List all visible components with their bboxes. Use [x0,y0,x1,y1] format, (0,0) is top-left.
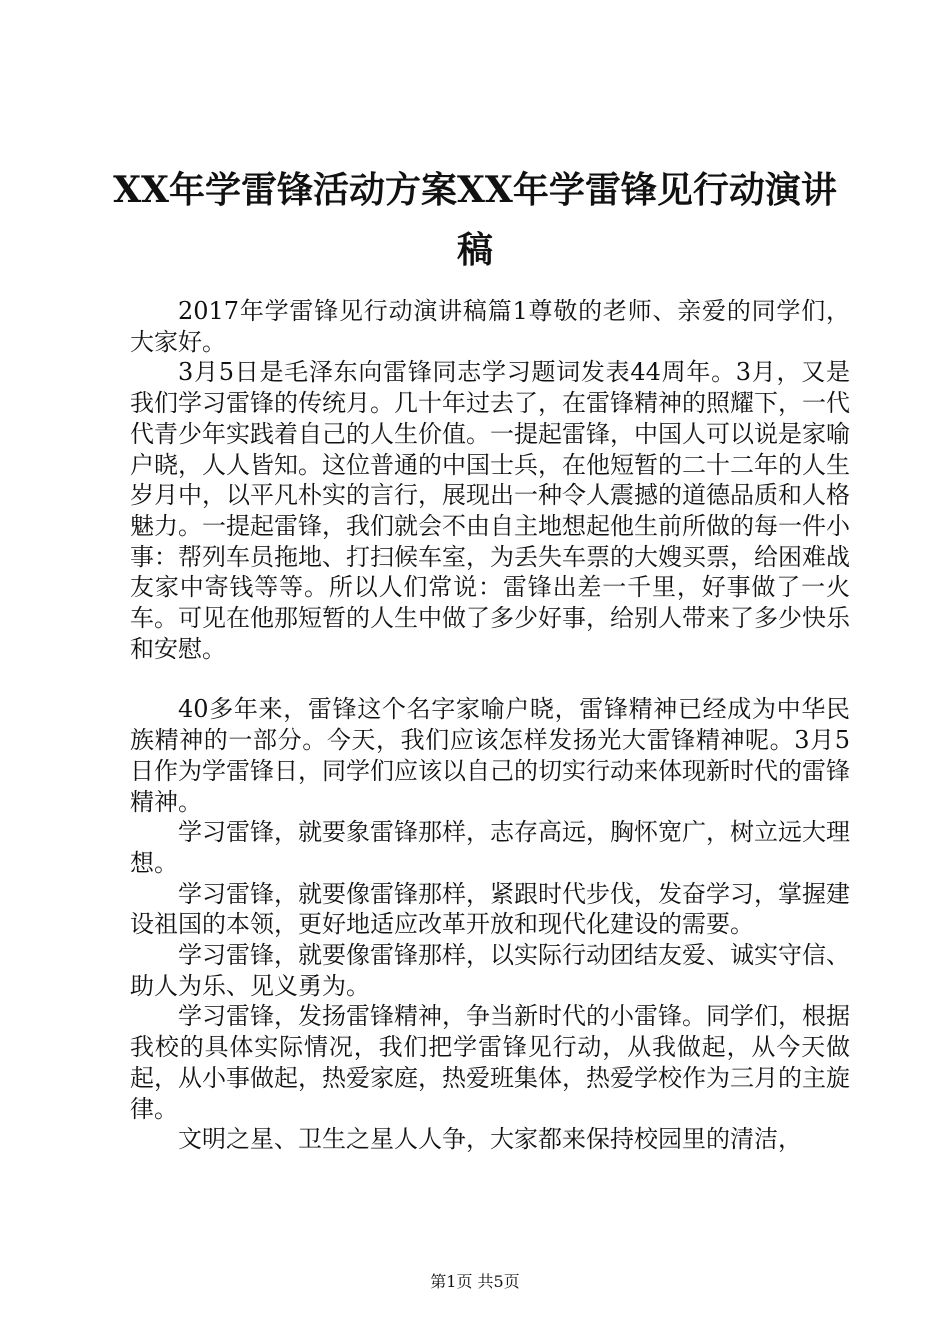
paragraph-3: 40多年来，雷锋这个名字家喻户晓，雷锋精神已经成为中华民族精神的一部分。今天，我们应该怎样发扬光大雷锋精神呢。3月5日作为学雷锋日，同学们应该以自己的切实行动来体现新时代的雷锋精神。 [130,695,850,816]
document-title: XX年学雷锋活动方案XX年学雷锋见行动演讲稿 [113,169,837,271]
paragraph-7: 学习雷锋，发扬雷锋精神，争当新时代的小雷锋。同学们，根据我校的具体实际情况，我们把学雷锋见行动，从我做起，从今天做起，从小事做起，热爱家庭，热爱班集体，热爱学校作为三月的主旋律。 [130,1002,850,1123]
paragraph-4: 学习雷锋，就要象雷锋那样，志存高远，胸怀宽广，树立远大理想。 [130,818,850,877]
paragraph-5: 学习雷锋，就要像雷锋那样，紧跟时代步伐，发奋学习，掌握建设祖国的本领，更好地适应改革开放和现代化建设的需要。 [130,879,850,939]
paragraph-2: 3月5日是毛泽东向雷锋同志学习题词发表44周年。3月，又是我们学习雷锋的传统月。几十年过去了，在雷锋精神的照耀下，一代代青少年实践着自己的人生价值。一提起雷锋，中国人可以说是家喻户晓，人人皆知。这位普通的中国士兵，在他短暂的二十二年的人生岁月中，以平凡朴实的言行，展现出一种令人震撼的道德品质和人格魅力。一提起雷锋，我们就会不由自主地想起他生前所做的每一件小事：帮列车员拖地、打扫候车室，为丢失车票的大嫂买票，给困难战友家中寄钱等等。所以人们常说：雷锋出差一千里，好事做了一火车。可见在他那短暂的人生中做了多少好事，给别人带来了多少快乐和安慰。 [130,358,850,663]
document-body [130,296,850,1155]
paragraph-8: 文明之星、卫生之星人人争，大家都来保持校园里的清洁， [178,1125,802,1154]
paragraph-1: 2017年学雷锋见行动演讲稿篇1尊敬的老师、亲爱的同学们，大家好。 [130,297,850,356]
paragraph-6: 学习雷锋，就要像雷锋那样，以实际行动团结友爱、诚实守信、助人为乐、见义勇为。 [130,941,850,1000]
page-footer: 第1页 共5页 [430,1272,520,1291]
